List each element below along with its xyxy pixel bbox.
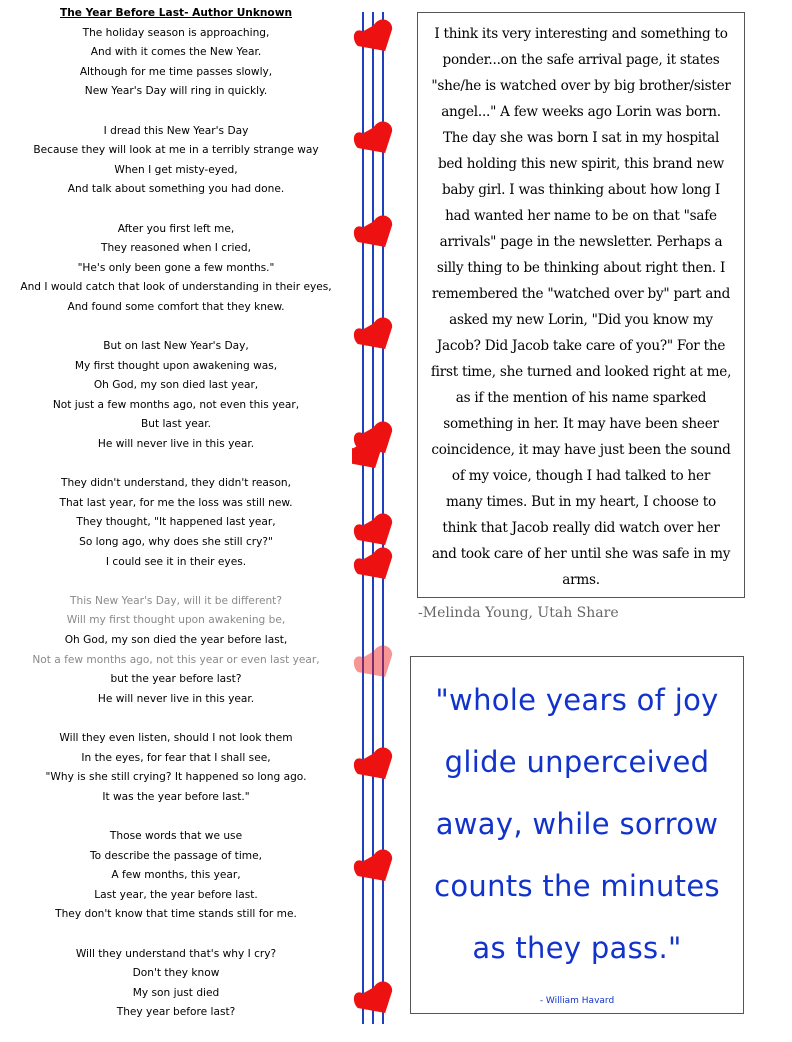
poem-line: So long ago, why does she still cry?": [79, 536, 273, 549]
poem-line: And found some comfort that they knew.: [67, 300, 285, 313]
poem-line: I dread this New Year's Day: [103, 124, 249, 137]
poem-line: My first thought upon awakening was,: [74, 359, 278, 372]
story-line: angel..." A few weeks ago Lorin was born.: [441, 104, 721, 120]
poem-line: Oh God, my son died the year before last,: [64, 634, 288, 646]
story-line: of my voice, though I had talked to her: [451, 468, 711, 484]
poem-line: Because they will look at me in a terribly strange way: [33, 144, 319, 157]
poem-line: They year before last?: [116, 1006, 236, 1019]
story-line: I think its very interesting and something to: [434, 26, 728, 42]
poem-stanza: [0, 122, 352, 200]
heart-icon: [352, 315, 399, 358]
heart-divider: [352, 0, 402, 1024]
poem-line: They thought, "It happened last year,: [76, 516, 276, 529]
poem-line: And I would catch that look of understanding in their eyes,: [20, 281, 332, 294]
poem-stanza: [0, 474, 352, 572]
poem-line: This New Year's Day, will it be different?: [70, 594, 282, 607]
heart-icon: [352, 979, 399, 1022]
story-line: remembered the "watched over by" part and: [431, 286, 731, 302]
poem-line: In the eyes, for fear that I shall see,: [81, 751, 271, 764]
poem-line: Will they understand that's why I cry?: [75, 947, 277, 960]
poem-stanza: [0, 220, 352, 318]
story-line: arms.: [562, 572, 600, 588]
story-box: [417, 12, 745, 598]
story-line: "she/he is watched over by big brother/sister: [431, 78, 731, 94]
story-line: asked my new Lorin, "Did you know my: [449, 312, 713, 328]
quote-line: glide unperceived: [444, 745, 710, 779]
poem-line: "He's only been gone a few months.": [77, 261, 275, 274]
poem-stanza: [0, 945, 352, 1023]
quote-line: "whole years of joy: [435, 683, 719, 717]
poem-line: But on last New Year's Day,: [103, 340, 249, 353]
poem-line: But last year.: [140, 418, 211, 431]
poem-line: Those words that we use: [109, 829, 243, 842]
poem-title: The Year Before Last- Author Unknown: [59, 7, 293, 19]
story-line: Jacob? Did Jacob take care of you?" For the: [436, 338, 726, 354]
heart-icon: [352, 119, 399, 162]
story-line: and took care of her until she was safe in my: [431, 546, 731, 562]
poem-line: Not just a few months ago, not even this year,: [52, 398, 300, 411]
quote-line: as they pass.": [472, 931, 682, 965]
story-line: bed holding this new spirit, this brand new: [437, 156, 725, 172]
poem-line: After you first left me,: [117, 222, 235, 235]
story-line: silly thing to be thinking about right then. I: [436, 260, 726, 276]
story-line: ponder...on the safe arrival page, it states: [442, 52, 720, 68]
story-line: something in her. It may have been sheer: [443, 416, 719, 432]
poem: [0, 4, 352, 1042]
heart-icon: [352, 545, 399, 588]
poem-line: A few months, this year,: [111, 869, 241, 882]
poem-line: To describe the passage of time,: [89, 849, 262, 862]
poem-line: They don't know that time stands still for me.: [55, 908, 297, 921]
poem-line: He will never live in this year.: [97, 692, 255, 705]
poem-stanza: [0, 827, 352, 925]
poem-line: but the year before last?: [110, 673, 242, 686]
poem-line: And talk about something you had done.: [67, 183, 285, 196]
story-line: baby girl. I was thinking about how long I: [441, 182, 721, 198]
story-line: coincidence, it may have just been the sound: [431, 442, 731, 458]
poem-stanza: [0, 592, 352, 710]
poem-line: He will never live in this year.: [97, 438, 255, 451]
poem-line: They didn't understand, they didn't reason,: [60, 477, 292, 490]
heart-icon: [352, 745, 399, 788]
quote-line: counts the minutes: [434, 869, 720, 903]
poem-line: Not a few months ago, not this year or even last year,: [32, 653, 320, 666]
poem-line: I could see it in their eyes.: [105, 555, 247, 568]
poem-line: Oh God, my son died last year,: [93, 379, 259, 392]
poem-line: New Year's Day will ring in quickly.: [84, 85, 268, 98]
poem-line: My son just died: [132, 986, 220, 999]
heart-icon: [352, 17, 399, 60]
story-line: had wanted her name to be on that "safe: [445, 208, 717, 224]
story-signature: -Melinda Young, Utah Share: [418, 605, 619, 621]
heart-icon: [352, 213, 399, 256]
story-line: first time, she turned and looked right at me,: [430, 364, 732, 380]
poem-line: And with it comes the New Year.: [90, 46, 262, 59]
quote-box: [410, 656, 744, 1014]
story-line: think that Jacob really did watch over her: [442, 520, 720, 536]
quote-line: away, while sorrow: [435, 807, 719, 841]
poem-line: The holiday season is approaching,: [82, 26, 270, 39]
poem-line: It was the year before last.": [102, 790, 250, 803]
heart-icon: [352, 511, 399, 554]
story-line: The day she was born I sat in my hospital: [442, 130, 720, 146]
quote-author: - William Havard: [539, 996, 615, 1006]
poem-title-block: [0, 4, 352, 102]
heart-icon: [352, 643, 399, 686]
poem-line: Will my first thought upon awakening be,: [66, 614, 286, 627]
story-line: many times. But in my heart, I choose to: [446, 494, 716, 510]
poem-line: That last year, for me the loss was still new.: [59, 496, 293, 509]
poem-line: Although for me time passes slowly,: [79, 65, 273, 78]
poem-line: Will they even listen, should I not look them: [59, 731, 293, 744]
heart-icon: [352, 847, 399, 890]
story-line: arrivals" page in the newsletter. Perhaps a: [439, 234, 723, 250]
poem-stanza: [0, 337, 352, 455]
poem-line: When I get misty-eyed,: [114, 163, 238, 176]
poem-line: They reasoned when I cried,: [101, 242, 251, 255]
poem-line: "Why is she still crying? It happened so long ago.: [45, 771, 307, 784]
poem-stanza: [0, 729, 352, 807]
poem-line: Don't they know: [132, 967, 220, 980]
poem-line: Last year, the year before last.: [94, 888, 258, 901]
story-line: as if the mention of his name sparked: [455, 390, 707, 406]
